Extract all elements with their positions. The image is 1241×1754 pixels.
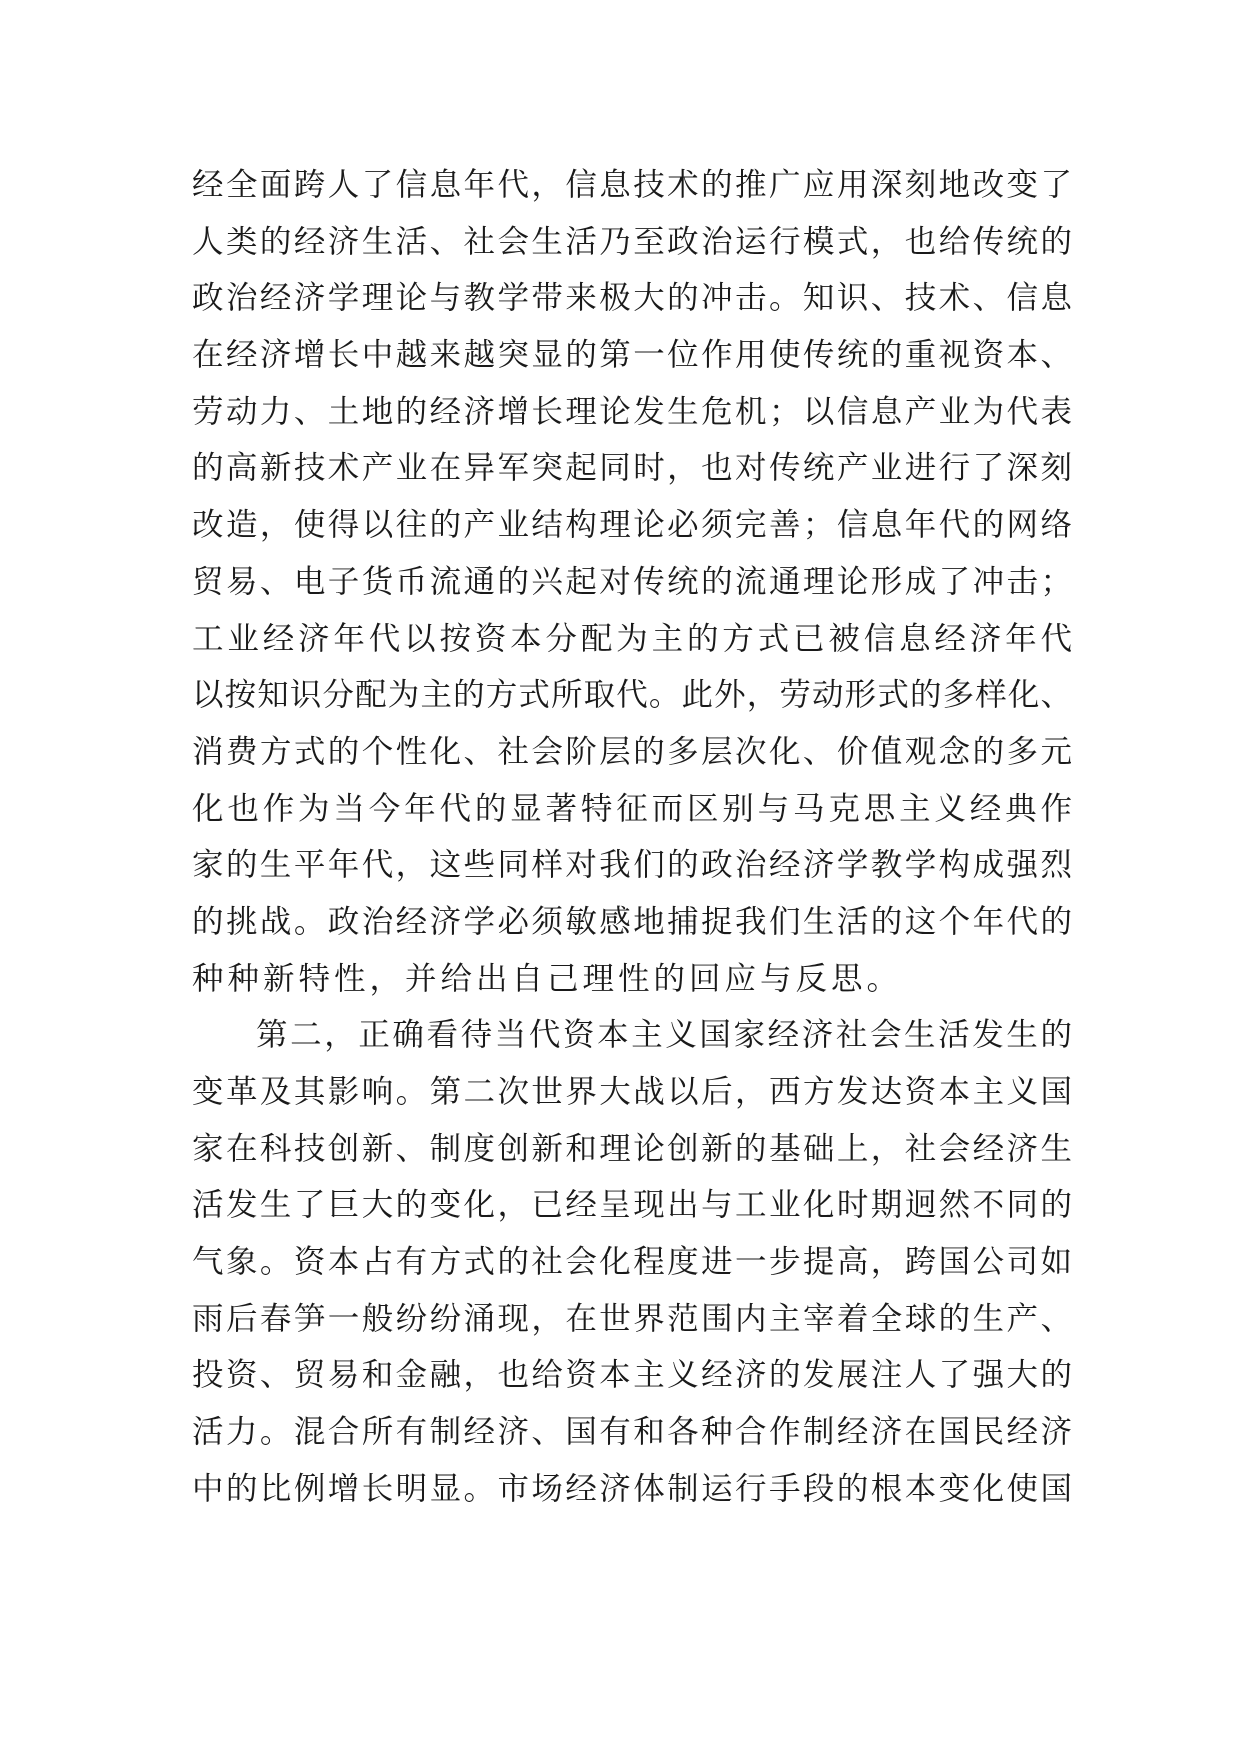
- text-line: 政治经济学理论与教学带来极大的冲击。知识、技术、信息: [192, 280, 1072, 317]
- text-line: 人类的经济生活、社会生活乃至政治运行模式，也给传统的: [192, 223, 1072, 260]
- text-line: 的高新技术产业在异军突起同时，也对传统产业进行了深刻: [192, 450, 1072, 487]
- text-line: 投资、贸易和金融，也给资本主义经济的发展注人了强大的: [192, 1357, 1072, 1394]
- text-line: 活力。混合所有制经济、国有和各种合作制经济在国民经济: [192, 1414, 1072, 1451]
- text-line: 消费方式的个性化、社会阶层的多层次化、价值观念的多元: [192, 733, 1072, 770]
- body-text: [192, 157, 1072, 1518]
- text-line: 经全面跨人了信息年代，信息技术的推广应用深刻地改变了: [192, 167, 1072, 203]
- text-line: 贸易、电子货币流通的兴起对传统的流通理论形成了冲击；: [192, 563, 1072, 600]
- text-line: 家在科技创新、制度创新和理论创新的基础上，社会经济生: [192, 1130, 1072, 1167]
- text-line: 家的生平年代，这些同样对我们的政治经济学教学构成强烈: [192, 847, 1072, 884]
- text-line: 化也作为当今年代的显著特征而区别与马克思主义经典作: [192, 790, 1072, 827]
- text-line: 以按知识分配为主的方式所取代。此外，劳动形式的多样化、: [192, 677, 1072, 714]
- text-line: 雨后春笋一般纷纷涌现，在世界范围内主宰着全球的生产、: [192, 1300, 1072, 1337]
- paragraph-first-line: 第二，正确看待当代资本主义国家经济社会生活发生的: [256, 1017, 1072, 1054]
- text-line: 改造，使得以往的产业结构理论必须完善；信息年代的网络: [192, 507, 1072, 544]
- text-line: 在经济增长中越来越突显的第一位作用使传统的重视资本、: [192, 337, 1072, 374]
- text-line: 气象。资本占有方式的社会化程度进一步提高，跨国公司如: [192, 1244, 1072, 1281]
- paragraph-last-line: 种种新特性，并给出自己理性的回应与反思。: [192, 960, 903, 997]
- text-line: 中的比例增长明显。市场经济体制运行手段的根本变化使国: [192, 1470, 1072, 1507]
- text-line: 工业经济年代以按资本分配为主的方式已被信息经济年代: [192, 620, 1072, 657]
- text-line: 变革及其影响。第二次世界大战以后，西方发达资本主义国: [192, 1074, 1072, 1110]
- text-line: 活发生了巨大的变化，已经呈现出与工业化时期迥然不同的: [192, 1187, 1072, 1224]
- text-line: 劳动力、土地的经济增长理论发生危机；以信息产业为代表: [192, 393, 1072, 430]
- text-line: 的挑战。政治经济学必须敏感地捕捉我们生活的这个年代的: [192, 903, 1072, 940]
